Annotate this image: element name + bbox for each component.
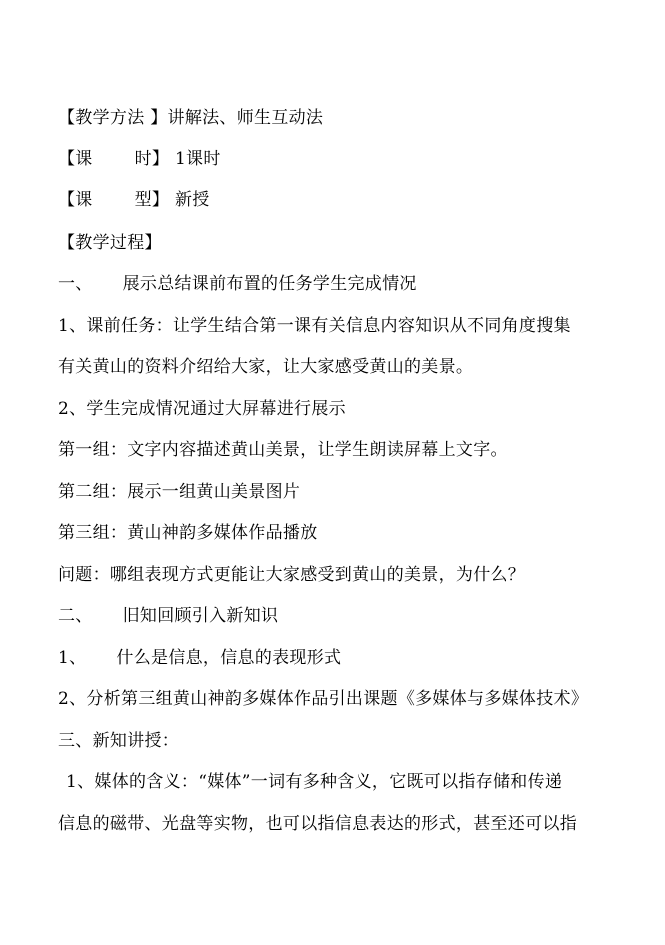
question-text: 问题：哪组表现方式更能让大家感受到黄山的美景，为什么？ (58, 565, 526, 585)
section-three-heading: 三、新知讲授： (58, 731, 180, 751)
review-item-one (58, 647, 341, 669)
section-one-heading (58, 273, 417, 295)
group-one-text: 第一组：文字内容描述黄山美景，让学生朗读屏幕上文字。 (58, 440, 508, 460)
class-hours-value: 1课时 (174, 149, 221, 169)
class-hours-label-start: 【课 (58, 149, 93, 169)
section-two-number: 二、 (58, 606, 93, 626)
class-type-line (58, 189, 210, 211)
section-two-title: 旧知回顾引入新知识 (122, 606, 279, 626)
class-hours-line (58, 148, 221, 170)
section-one-number: 一、 (58, 274, 93, 294)
process-heading: 【教学过程】 (58, 233, 162, 253)
teaching-method-label: 【教学方法 】 (58, 108, 168, 128)
class-type-value: 新授 (174, 190, 210, 210)
media-definition-line-one: 1、媒体的含义：“媒体”一词有多种含义，它既可以指存储和传递 (66, 772, 563, 792)
review-item-two: 2、分析第三组黄山神韵多媒体作品引出课题《多媒体与多媒体技术》 (58, 689, 589, 709)
task-item-one-line-one: 1、课前任务：让学生结合第一课有关信息内容知识从不同角度搜集 (58, 316, 571, 336)
class-hours-label-end: 时】 (134, 149, 170, 169)
class-type-label-start: 【课 (58, 190, 93, 210)
teaching-method-line (58, 107, 323, 129)
group-two-text: 第二组：展示一组黄山美景图片 (58, 482, 301, 502)
class-type-label-end: 型】 (134, 190, 170, 210)
review-item-one-number: 1、 (58, 648, 87, 668)
media-definition-line-two: 信息的磁带、光盘等实物，也可以指信息表达的形式，甚至还可以指 (58, 814, 577, 834)
section-two-heading (58, 605, 278, 627)
group-three-text: 第三组：黄山神韵多媒体作品播放 (58, 523, 318, 543)
task-item-two: 2、学生完成情况通过大屏幕进行展示 (58, 399, 346, 419)
review-item-one-text: 什么是信息，信息的表现形式 (116, 648, 342, 668)
teaching-method-value: 讲解法、师生互动法 (167, 108, 324, 128)
section-one-title: 展示总结课前布置的任务学生完成情况 (122, 274, 417, 294)
task-item-one-line-two: 有关黄山的资料介绍给大家，让大家感受黄山的美景。 (58, 357, 474, 377)
